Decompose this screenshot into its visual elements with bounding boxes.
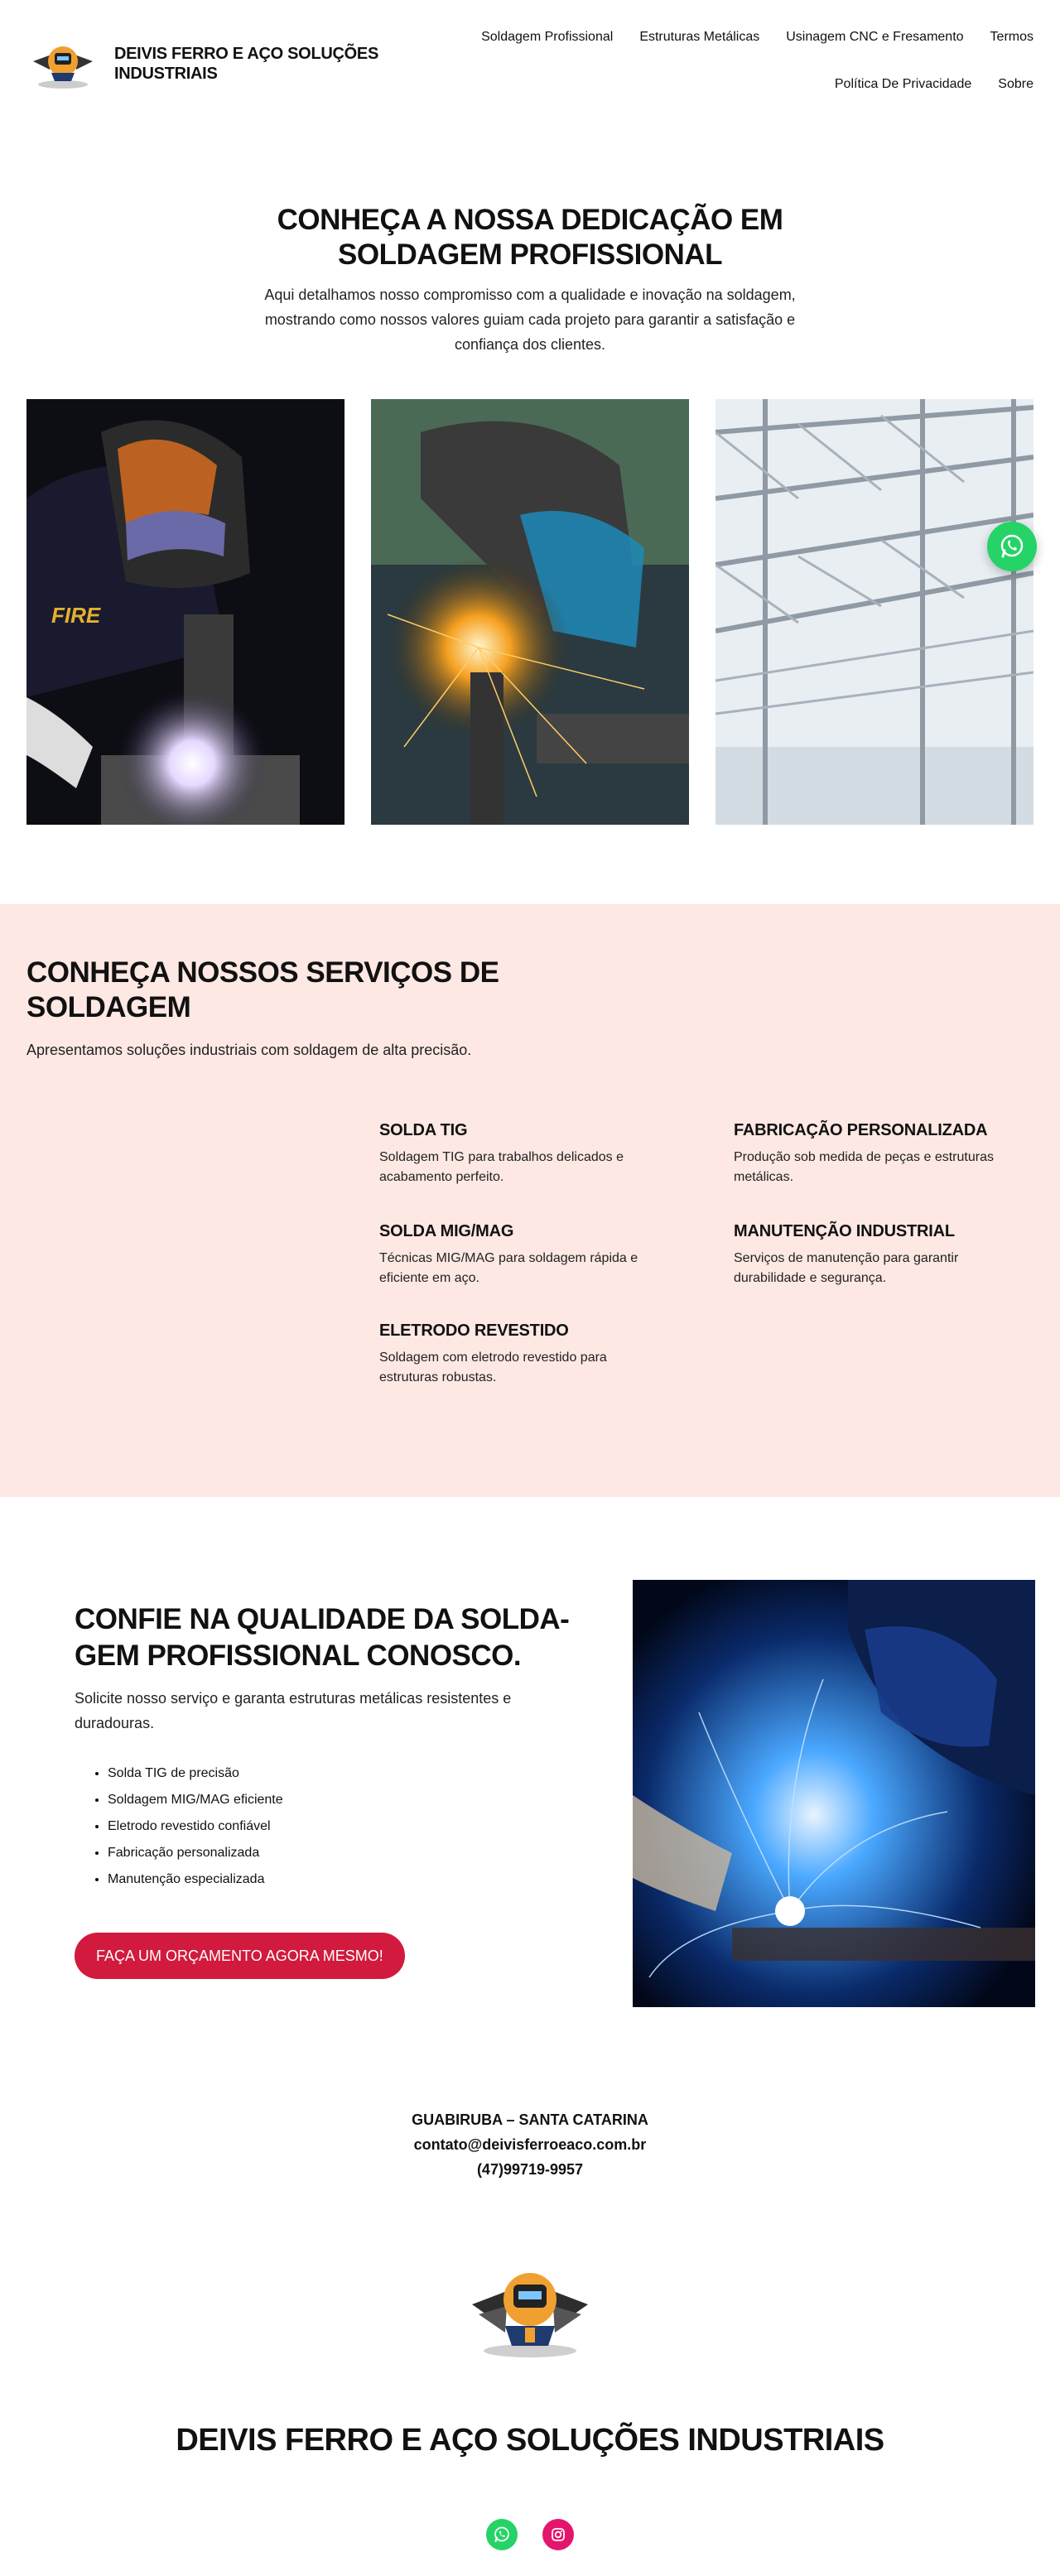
contact-city: GUABIRUBA – SANTA CATARINA [412, 2111, 648, 2128]
service-solda-tig [379, 1119, 661, 1187]
whatsapp-icon [998, 532, 1026, 561]
whatsapp-floating-button[interactable] [987, 522, 1037, 571]
image-gallery [26, 399, 1034, 825]
service-text: Técnicas MIG/MAG para soldagem rápida e eficiente em aço. [379, 1251, 638, 1285]
whatsapp-icon [493, 2525, 511, 2544]
intro-text: Aqui detalhamos nosso compromisso com a qualidade e inovação na soldagem, mostrando como nossos valores guiam cada projeto para garantir a satisfação e confiança dos clientes. [264, 286, 796, 353]
service-solda-mig-mag [379, 1221, 661, 1288]
welder-logo-icon [26, 36, 99, 91]
instagram-icon [549, 2525, 567, 2544]
service-text: Soldagem TIG para trabalhos delicados e acabamento perfeito. [379, 1150, 624, 1184]
service-title: SOLDA TIG [379, 1121, 468, 1139]
contact-phone-link[interactable]: (47)99719-9957 [476, 2161, 584, 2178]
home-link[interactable] [26, 36, 379, 91]
contact-email-link[interactable]: contato@deivisferroeaco.com.br [413, 2136, 647, 2153]
services-title: CONHEÇA NOSSOS SERVIÇOS DE SOLDAGEM [26, 956, 499, 1023]
service-title: SOLDA MIG/MAG [379, 1222, 514, 1240]
site-title: DEIVIS FERRO E AÇO SOLUÇÕES INDUSTRIAIS [114, 45, 378, 83]
gallery-image-steel-structure [716, 399, 1034, 825]
service-fabricacao-personalizada [734, 1119, 1015, 1187]
list-item: • Fabricação personalizada [108, 1840, 283, 1866]
services-lead: Apresentamos soluções industriais com soldagem de alta precisão. [26, 1042, 472, 1058]
nav-termos[interactable]: Termos [990, 30, 1034, 44]
contact-section [0, 2107, 1060, 2182]
quote-cta-button[interactable]: FAÇA UM ORÇAMENTO AGORA MESMO! [75, 1933, 405, 1979]
service-text: Serviços de manutenção para garantir durabilidade e segurança. [734, 1251, 959, 1285]
service-text: Produção sob medida de peças e estruturas metálicas. [734, 1150, 994, 1184]
list-item: • Soldagem MIG/MAG eficiente [108, 1787, 283, 1813]
service-eletrodo-revestido [379, 1320, 661, 1388]
list-item: • Eletrodo revestido confiável [108, 1813, 283, 1840]
welder-blue-sparks-image [633, 1580, 1035, 2007]
site-header [0, 0, 1060, 124]
nav-politica-privacidade[interactable]: Política De Privacidade [834, 77, 972, 91]
nav-soldagem-profissional[interactable]: Soldagem Profissional [481, 30, 614, 44]
quality-lead: Solicite nosso serviço e garanta estruturas metálicas resistentes e duradouras. [75, 1690, 512, 1731]
svg-text:FIRE: FIRE [51, 603, 101, 628]
footer-site-title: DEIVIS FERRO E AÇO SOLUÇÕES INDUSTRIAIS [176, 2423, 884, 2458]
quality-title: CONFIE NA QUALIDADE DA SOLDA-GEM PROFISSIONAL CONOSCO. [75, 1603, 570, 1672]
social-links [0, 2519, 1060, 2550]
main-nav-row-1 [481, 30, 1034, 45]
service-text: Soldagem com eletrodo revestido para estruturas robustas. [379, 1351, 607, 1384]
nav-usinagem-cnc[interactable]: Usinagem CNC e Fresamento [786, 30, 964, 44]
services-section [0, 904, 1060, 1497]
gallery-image-welder-helmet [26, 399, 344, 825]
service-title: ELETRODO REVESTIDO [379, 1322, 569, 1340]
service-title: FABRICAÇÃO PERSONALIZADA [734, 1121, 988, 1139]
nav-estruturas-metalicas[interactable]: Estruturas Metálicas [639, 30, 760, 44]
list-item: • Solda TIG de precisão [108, 1760, 283, 1787]
welder-logo-large-icon [464, 2256, 596, 2364]
intro-section [0, 203, 1060, 357]
intro-title: CONHEÇA A NOSSA DEDICAÇÃO EM SOLDAGEM PROFISSIONAL [277, 204, 783, 271]
service-title: MANUTENÇÃO INDUSTRIAL [734, 1222, 955, 1240]
nav-sobre[interactable]: Sobre [998, 77, 1034, 91]
whatsapp-social-link[interactable] [486, 2519, 518, 2550]
gallery-image-welding-sparks [371, 399, 689, 825]
main-nav-row-2 [835, 77, 1034, 92]
list-item: • Manutenção especializada [108, 1866, 283, 1893]
quality-section [0, 1497, 1060, 2068]
quality-feature-list [108, 1760, 283, 1893]
service-manutencao-industrial [734, 1221, 1015, 1288]
instagram-social-link[interactable] [542, 2519, 574, 2550]
